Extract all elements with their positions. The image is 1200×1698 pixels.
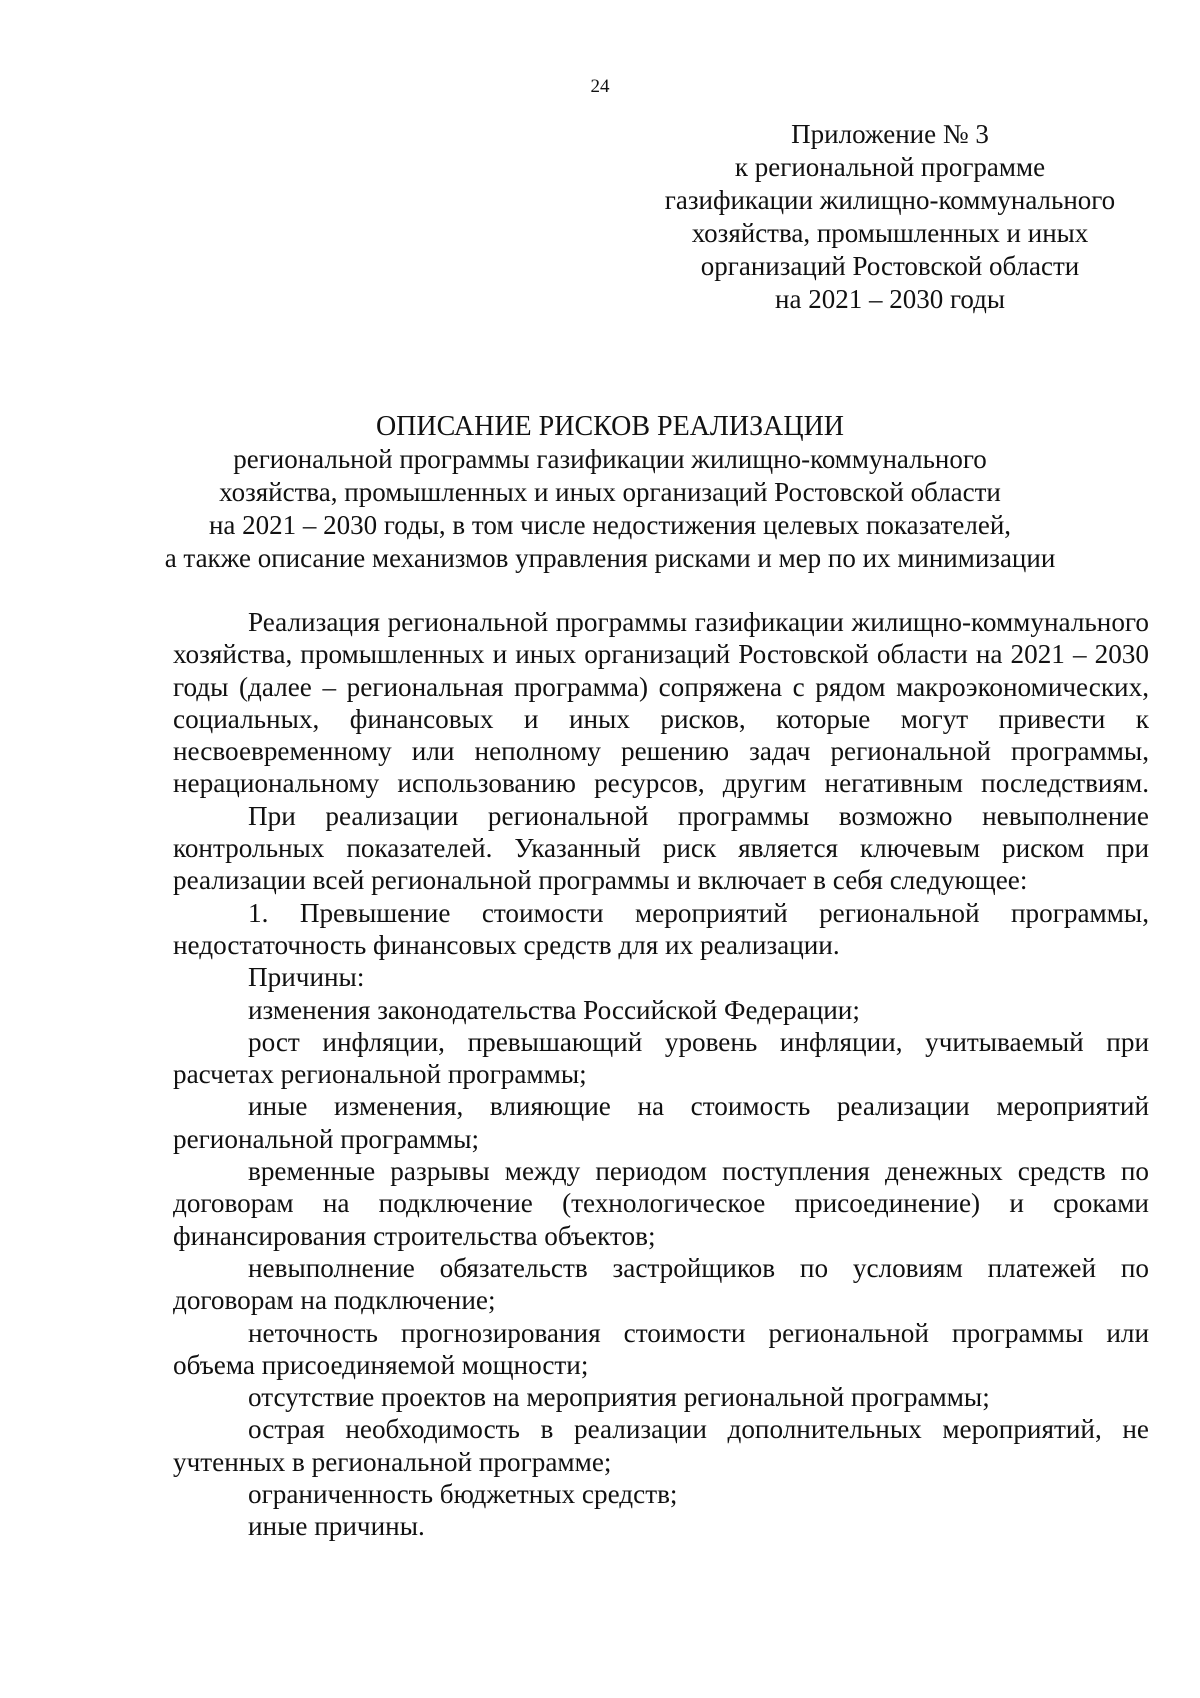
paragraph: При реализации региональной программы возможно невыполнение контрольных показателей. Указанный риск является ключевым риском при реализации всей региональной программы и включает в себя следующее: <box>173 800 1149 896</box>
paragraph: иные причины. <box>248 1511 425 1542</box>
appendix-line: хозяйства, промышленных и иных <box>691 218 1089 248</box>
heading-subtitle-line: а также описание механизмов управления рисками и мер по их минимизации <box>164 543 1056 573</box>
appendix-line: на 2021 – 2030 годы <box>775 284 1005 314</box>
appendix-line: газификации жилищно-коммунального <box>664 185 1116 215</box>
paragraph: 1. Превышение стоимости мероприятий региональной программы, недостаточность финансовых средств для их реализации. <box>173 897 1149 960</box>
paragraph: острая необходимость в реализации дополнительных мероприятий, не учтенных в региональной программе; <box>173 1414 1149 1477</box>
paragraph: изменения законодательства Российской Федерации; <box>248 994 860 1025</box>
heading-title: ОПИСАНИЕ РИСКОВ РЕАЛИЗАЦИИ <box>375 411 845 442</box>
paragraph: невыполнение обязательств застройщиков по условиям платежей по договорам на подключение; <box>173 1252 1149 1316</box>
appendix-line: организаций Ростовской области <box>700 251 1080 281</box>
paragraph: временные разрывы между периодом поступления денежных средств по договорам на подключение (технологическое присоединение) и сроками финансирования строительства объектов; <box>173 1156 1149 1251</box>
paragraph: рост инфляции, превышающий уровень инфляции, учитываемый при расчетах региональной программы; <box>173 1026 1149 1090</box>
paragraph: иные изменения, влияющие на стоимость реализации мероприятий региональной программы; <box>173 1091 1149 1154</box>
heading-subtitle-line: на 2021 – 2030 годы, в том числе недостижения целевых показателей, <box>208 510 1012 540</box>
heading-subtitle-line: региональной программы газификации жилищно-коммунального <box>233 444 987 474</box>
heading-subtitle-line: хозяйства, промышленных и иных организаций Ростовской области <box>219 477 1001 507</box>
paragraph: Причины: <box>248 962 365 993</box>
appendix-line: к региональной программе <box>734 152 1046 182</box>
page-number: 24 <box>590 76 610 97</box>
paragraph: отсутствие проектов на мероприятия региональной программы; <box>248 1382 990 1413</box>
paragraph: ограниченность бюджетных средств; <box>248 1479 678 1510</box>
paragraph: неточность прогнозирования стоимости региональной программы или объема присоединяемой мощности; <box>173 1317 1149 1380</box>
appendix-block <box>660 118 1120 316</box>
paragraph: Реализация региональной программы газификации жилищно-коммунального хозяйства, промышленных и иных организаций Ростовской области на 2021 – 2030 годы (далее – региональная программа) сопряжена с рядом макроэкономических, социальных, финансовых и иных рисков, которые могут привести к несвоевременному или неполному решению задач региональной программы, нерациональному использованию ресурсов, другим негативным последствиям. <box>173 607 1149 799</box>
body-text <box>173 606 1149 1543</box>
document-heading <box>150 410 1070 575</box>
appendix-line: Приложение № 3 <box>791 119 989 149</box>
